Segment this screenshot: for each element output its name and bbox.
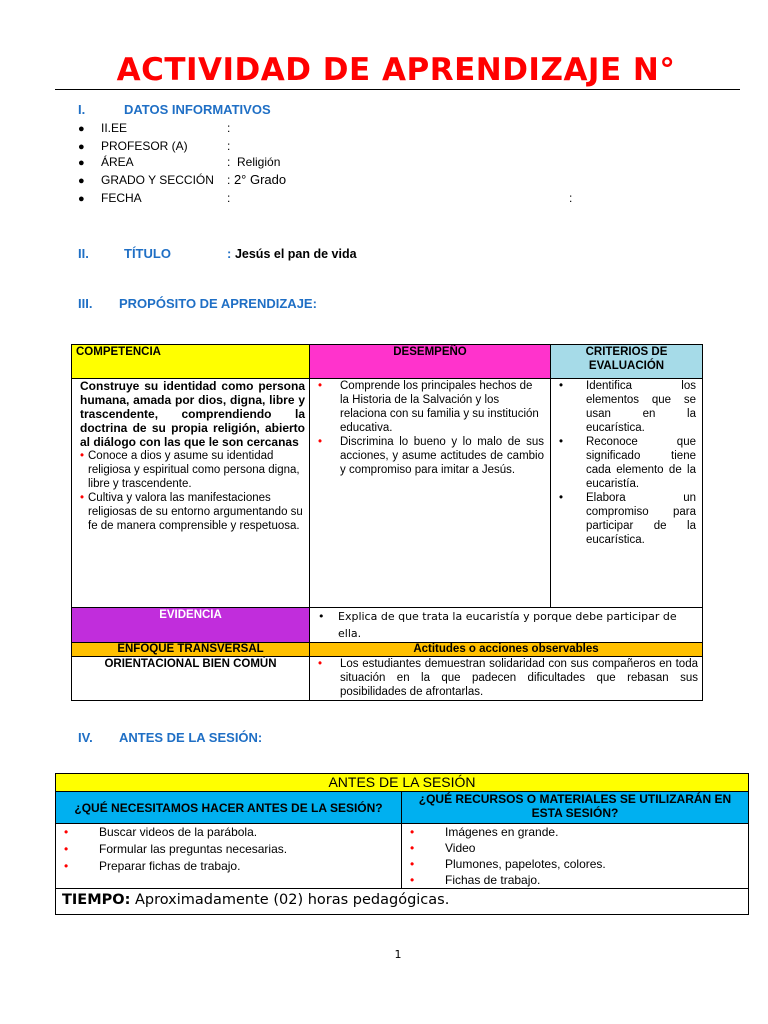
section-label: ANTES DE LA SESIÓN: (119, 730, 263, 745)
info-row-profesor (78, 138, 230, 154)
info-sep: : (227, 155, 231, 169)
desempeno-cell (310, 379, 551, 608)
antes-col2-list (406, 824, 744, 888)
list-item: • Fichas de trabajo. (406, 872, 744, 888)
list-item: • Imágenes en grande. (406, 824, 744, 840)
list-item: • Formular las preguntas necesarias. (60, 841, 397, 858)
document-title: ACTIVIDAD DE APRENDIZAJE N° (116, 52, 676, 88)
list-item: • Identifica los elementos que se usan en la eucarística. (555, 379, 696, 435)
info-value: 2° Grado (230, 172, 287, 187)
info-row-fecha (78, 190, 598, 206)
antes-col2-cell (402, 824, 749, 889)
section-titulo (78, 246, 357, 261)
info-label: PROFESOR (A) (101, 139, 188, 153)
section-label: PROPÓSITO DE APRENDIZAJE: (119, 296, 317, 311)
section-number: I. (78, 102, 86, 117)
tiempo-value: Aproximadamente (02) horas pedagógicas. (130, 892, 450, 908)
list-item: • Plumones, papelotes, colores. (406, 856, 744, 872)
info-sep: : (227, 139, 231, 153)
section-number: III. (78, 296, 93, 311)
section-antes (78, 730, 262, 745)
evidencia-cell (310, 608, 703, 643)
antes-col2-header: ¿QUÉ RECURSOS O MATERIALES SE UTILIZARÁN EN ESTA SESIÓN? (402, 792, 749, 824)
title-rule (55, 89, 740, 90)
bullet-icon: ● (78, 157, 85, 169)
list-item: • Discrimina lo bueno y lo malo de sus acciones, y asume actitudes de cambio y compromiso para imitar a Jesús. (314, 435, 544, 477)
antes-col1-header: ¿QUÉ NECESITAMOS HACER ANTES DE LA SESIÓN? (56, 792, 402, 824)
section-label: DATOS INFORMATIVOS (124, 102, 271, 117)
info-label: FECHA (101, 191, 142, 205)
info-sep: : (227, 173, 231, 187)
info-sep-extra: : (569, 191, 573, 205)
actitudes-list (314, 657, 698, 699)
enfoque-value: ORIENTACIONAL BIEN COMÚN (72, 657, 310, 701)
actitudes-label: Actitudes o acciones observables (310, 643, 703, 657)
titulo-sep: : (227, 246, 235, 261)
info-row-iiee (78, 120, 230, 136)
competencia-title: Construye su identidad como persona humana, amada por dios, digna, libre y trascendente, comprendiendo la doctrina de su propia religión, abierto al diálogo con las que le son cercanas (80, 379, 305, 449)
bullet-icon: ● (78, 193, 85, 205)
antes-col1-list (60, 824, 397, 875)
page-number: 1 (394, 948, 402, 961)
section-datos-informativos (78, 102, 271, 117)
header-desempeno: DESEMPEÑO (310, 345, 551, 379)
evidencia-list (314, 608, 698, 642)
list-item: • Cultiva y valora las manifestaciones religiosas de su entorno argumentando su fe de manera comprensible y respetuosa. (76, 491, 305, 533)
antes-table (55, 773, 749, 915)
competencia-cell (72, 379, 310, 608)
proposito-table (71, 344, 703, 701)
section-label: TÍTULO (124, 246, 171, 261)
header-criterios: CRITERIOS DE EVALUACIÓN (551, 345, 703, 379)
tiempo-label: TIEMPO: (62, 892, 131, 908)
bullet-icon: ● (78, 123, 85, 135)
list-item: • Preparar fichas de trabajo. (60, 858, 397, 875)
list-item: • Conoce a dios y asume su identidad religiosa y espiritual como persona digna, libre y trascendente. (76, 449, 305, 491)
info-label: II.EE (101, 121, 128, 135)
titulo-value: Jesús el pan de vida (234, 247, 357, 261)
criterios-list (555, 379, 698, 547)
bullet-icon: ● (78, 141, 85, 153)
info-row-area (78, 154, 280, 170)
antes-col1-cell (56, 824, 402, 889)
info-value: Religión (230, 155, 281, 169)
antes-title: ANTES DE LA SESIÓN (56, 774, 749, 792)
tiempo-row (56, 889, 749, 915)
list-item: • Reconoce que significado tiene cada elemento de la eucaristía. (555, 435, 696, 491)
info-row-grado (78, 172, 286, 188)
section-proposito (78, 296, 317, 311)
list-item: • Elabora un compromiso para participar de la eucarística. (555, 491, 696, 547)
list-item: • Comprende los principales hechos de la Historia de la Salvación y los relaciona con su familia y su institución educativa. (314, 379, 544, 435)
info-sep: : (227, 191, 231, 205)
actitudes-cell (310, 657, 703, 701)
desempeno-list (314, 379, 546, 477)
competencia-list (76, 449, 305, 533)
bullet-icon: ● (78, 175, 85, 187)
section-number: II. (78, 246, 89, 261)
list-item: • Explica de que trata la eucaristía y porque debe participar de ella. (314, 608, 698, 642)
header-competencia: COMPETENCIA (72, 345, 310, 379)
section-number: IV. (78, 730, 93, 745)
criterios-cell (551, 379, 703, 608)
info-label: ÁREA (101, 155, 134, 169)
list-item: • Buscar videos de la parábola. (60, 824, 397, 841)
list-item: • Los estudiantes demuestran solidaridad con sus compañeros en toda situación en la que padecen dificultades que rebasan sus posibilidades de afrontarlas. (314, 657, 698, 699)
evidencia-label: EVIDENCIA (72, 608, 310, 643)
list-item: • Video (406, 840, 744, 856)
enfoque-label: ENFOQUE TRANSVERSAL (72, 643, 310, 657)
info-sep: : (227, 121, 231, 135)
info-label: GRADO Y SECCIÓN (101, 173, 214, 187)
